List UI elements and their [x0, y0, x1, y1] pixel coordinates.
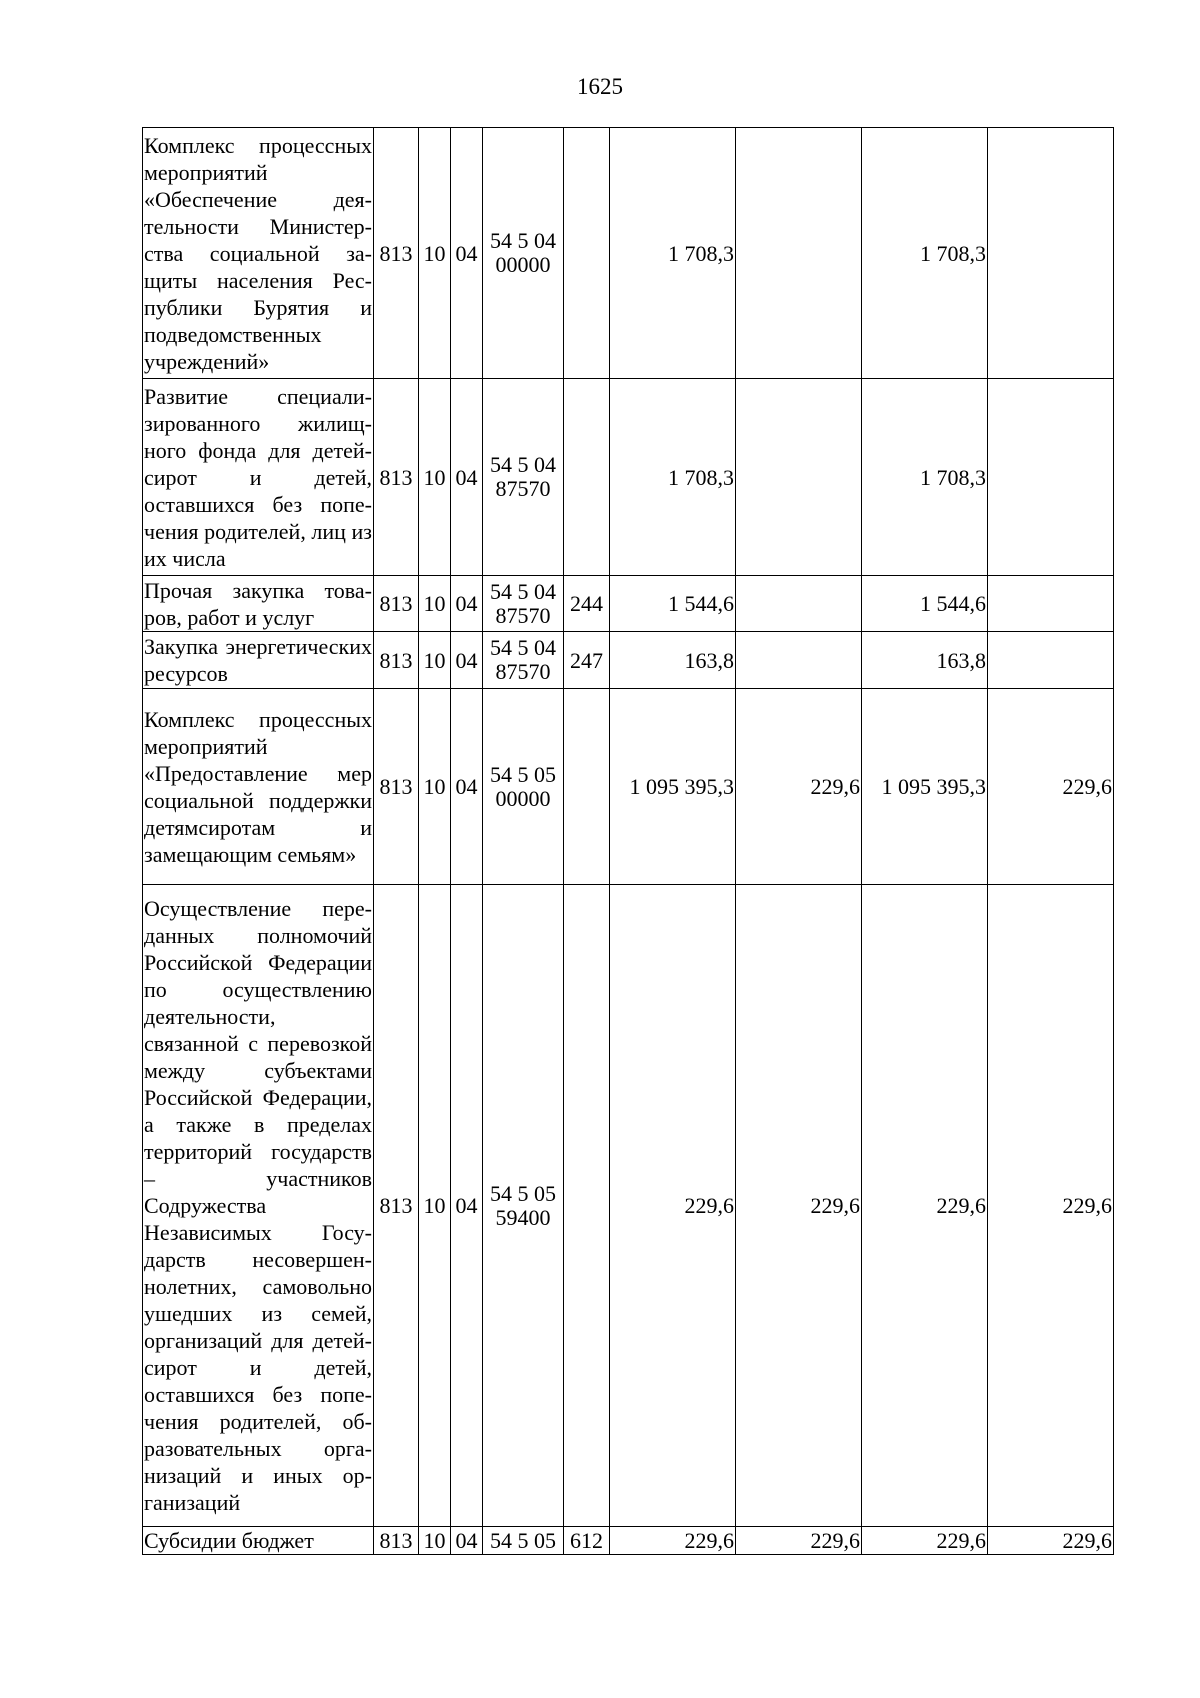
- sum-total-year1: 1 708,3: [610, 128, 736, 379]
- subsection-code: 04: [451, 1527, 483, 1555]
- ved-code: 813: [374, 632, 419, 689]
- sum-federal-year2: [988, 576, 1114, 632]
- sum-total-year1: 1 095 395,3: [610, 689, 736, 885]
- sum-federal-year1: 229,6: [736, 885, 862, 1527]
- sum-total-year2: 1 095 395,3: [862, 689, 988, 885]
- sum-total-year1: 1 544,6: [610, 576, 736, 632]
- target-article-code: [483, 632, 564, 689]
- expense-type-code: 247: [564, 632, 610, 689]
- sum-total-year2: 1 708,3: [862, 128, 988, 379]
- sum-federal-year1: [736, 128, 862, 379]
- subsection-code: 04: [451, 128, 483, 379]
- sum-federal-year2: 229,6: [988, 689, 1114, 885]
- sum-federal-year2: [988, 379, 1114, 576]
- ved-code: 813: [374, 689, 419, 885]
- sum-total-year2: 229,6: [862, 1527, 988, 1555]
- subsection-code: 04: [451, 885, 483, 1527]
- ved-code: 813: [374, 128, 419, 379]
- section-code: 10: [419, 1527, 451, 1555]
- row-description: Закупка энергетических ресурсов: [143, 632, 374, 689]
- sum-federal-year1: [736, 576, 862, 632]
- subsection-code: 04: [451, 689, 483, 885]
- sum-total-year1: 163,8: [610, 632, 736, 689]
- target-article-code: [483, 1527, 564, 1555]
- section-code: 10: [419, 632, 451, 689]
- expense-type-code: [564, 128, 610, 379]
- ved-code: 813: [374, 1527, 419, 1555]
- target-article-part: 54 5 04: [490, 228, 556, 253]
- row-description: Комплекс процессных мероприятий «Предоставление мер социальной поддержки детямсиротам и замещающим семьям»: [143, 689, 374, 885]
- table-row: [143, 576, 1114, 632]
- page-number: 1625: [577, 74, 623, 99]
- sum-federal-year2: 229,6: [988, 1527, 1114, 1555]
- expense-type-code: 244: [564, 576, 610, 632]
- target-article-part: 00000: [495, 785, 551, 811]
- table-row: [143, 128, 1114, 379]
- section-code: 10: [419, 689, 451, 885]
- target-article-part: 54 5 05: [490, 1527, 556, 1553]
- target-article-part: 54 5 05: [490, 1180, 556, 1206]
- sum-federal-year1: 229,6: [736, 689, 862, 885]
- target-article-code: [483, 689, 564, 885]
- target-article-part: 59400: [495, 1204, 551, 1230]
- sum-federal-year2: [988, 128, 1114, 379]
- sum-total-year1: 229,6: [610, 885, 736, 1527]
- subsection-code: 04: [451, 632, 483, 689]
- sum-total-year2: 229,6: [862, 885, 988, 1527]
- table-row: [143, 689, 1114, 885]
- expense-type-code: [564, 885, 610, 1527]
- expense-type-code: 612: [564, 1527, 610, 1555]
- target-article-part: 87570: [495, 476, 551, 501]
- sum-total-year2: 1 544,6: [862, 576, 988, 632]
- target-article-part: 00000: [495, 252, 551, 277]
- ved-code: 813: [374, 379, 419, 576]
- ved-code: 813: [374, 885, 419, 1527]
- subsection-code: 04: [451, 576, 483, 632]
- table-row: [143, 885, 1114, 1527]
- sum-federal-year1: [736, 379, 862, 576]
- sum-total-year1: 1 708,3: [610, 379, 736, 576]
- row-description: Прочая закупка товаров, работ и услуг: [144, 577, 372, 630]
- table-row: [143, 632, 1114, 689]
- section-code: 10: [419, 576, 451, 632]
- target-article-code: [483, 379, 564, 576]
- target-article-code: [483, 128, 564, 379]
- target-article-part: 87570: [495, 602, 551, 628]
- sum-federal-year1: 229,6: [736, 1527, 862, 1555]
- row-description: Осуществление переданных полномочий Российской Федерации по осуществлению деятельности, связанной с перевозкой между субъектами Российской Федерации, а также в пределах территорий государств – участников Содружества Независимых Государств несовершеннолетних, самовольно ушедших из семей, организаций для детей-сирот и детей, оставшихся без попечения родителей, образовательных организаций и иных организаций: [143, 885, 374, 1527]
- target-article-part: 54 5 04: [490, 578, 556, 604]
- budget-table: [142, 127, 1114, 1555]
- subsection-code: 04: [451, 379, 483, 576]
- target-article-code: [483, 885, 564, 1527]
- table-row: [143, 379, 1114, 576]
- sum-total-year1: 229,6: [610, 1527, 736, 1555]
- section-code: 10: [419, 885, 451, 1527]
- target-article-part: 87570: [495, 659, 551, 684]
- row-description: Развитие специализированного жилищного фонда для детей-сирот и детей, оставшихся без попечения родителей, лиц из их числа: [143, 379, 374, 576]
- row-description: Субсидии бюджет: [143, 1527, 374, 1555]
- target-article-part: 54 5 05: [490, 761, 556, 787]
- target-article-part: 54 5 04: [490, 635, 556, 660]
- row-description: Комплекс процессных мероприятий «Обеспечение деятельности Министерства социальной защиты населения Республики Бурятия и подведомственных учреждений»: [143, 128, 374, 379]
- sum-federal-year2: [988, 632, 1114, 689]
- sum-federal-year2: 229,6: [988, 885, 1114, 1527]
- expense-type-code: [564, 689, 610, 885]
- section-code: 10: [419, 379, 451, 576]
- sum-total-year2: 163,8: [862, 632, 988, 689]
- target-article-code: [483, 576, 564, 632]
- table-body: [143, 128, 1114, 1555]
- section-code: 10: [419, 128, 451, 379]
- expense-type-code: [564, 379, 610, 576]
- target-article-part: 54 5 04: [490, 452, 556, 477]
- ved-code: 813: [374, 576, 419, 632]
- sum-federal-year1: [736, 632, 862, 689]
- sum-total-year2: 1 708,3: [862, 379, 988, 576]
- table-row: [143, 1527, 1114, 1555]
